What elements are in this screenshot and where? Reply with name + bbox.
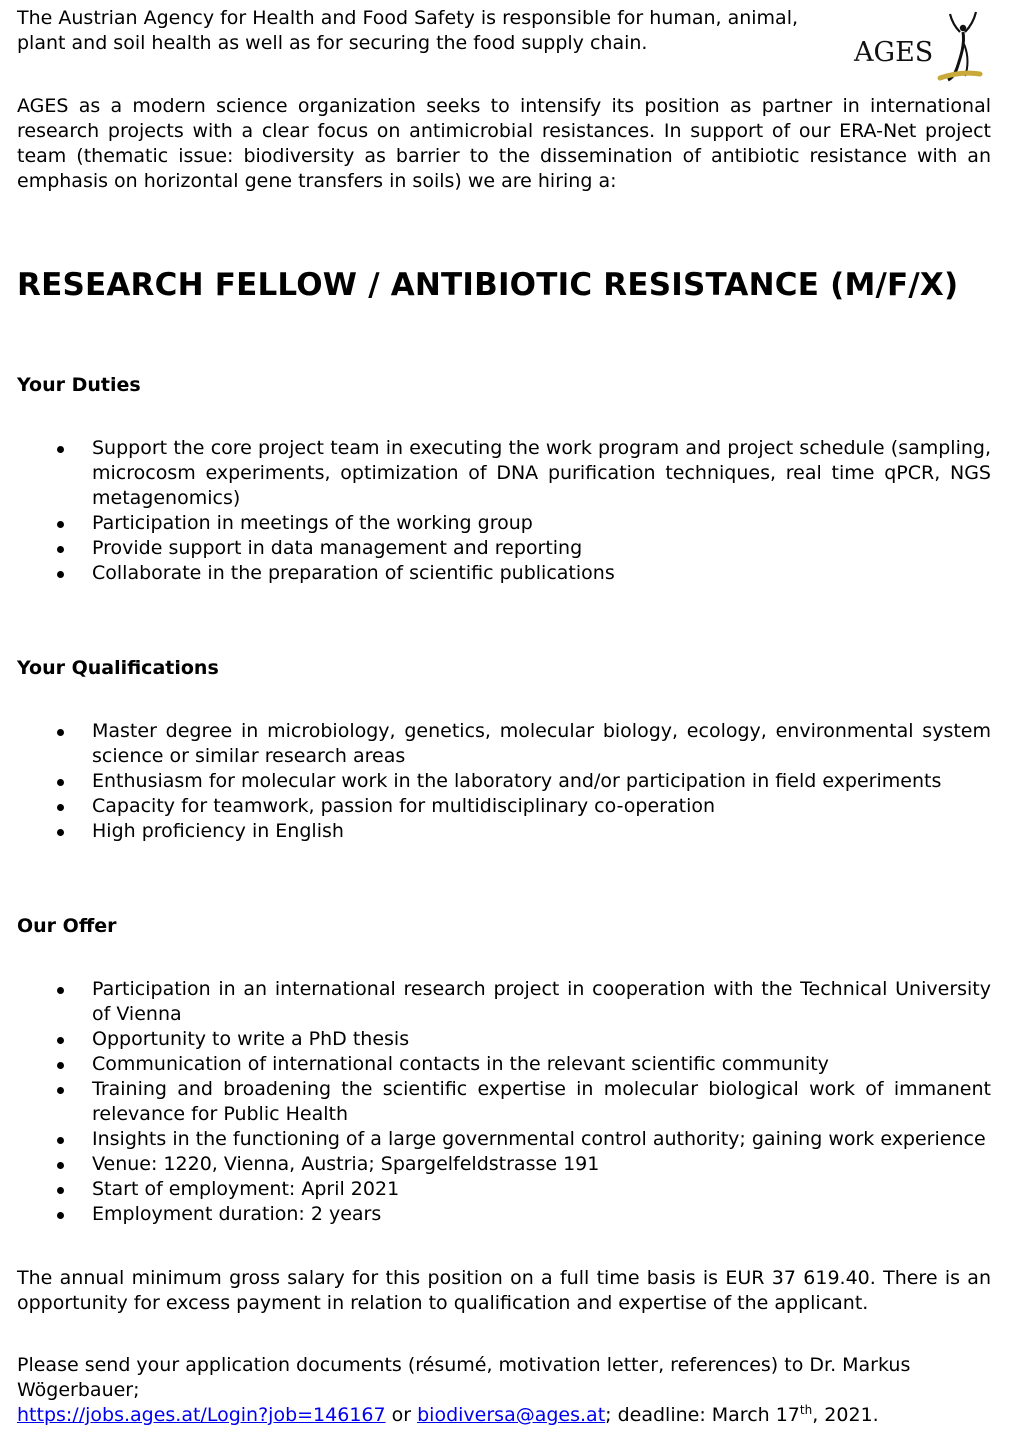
list-item-text: Provide support in data management and reporting bbox=[92, 537, 583, 559]
bullet-icon bbox=[57, 1037, 64, 1044]
list-item bbox=[0, 536, 991, 561]
deadline-text: ; deadline: March 17 bbox=[605, 1404, 800, 1426]
or-text: or bbox=[391, 1404, 412, 1426]
list-item bbox=[0, 819, 991, 844]
list-item-text: Master degree in microbiology, genetics, molecular biology, ecology, environmental system science or similar research areas bbox=[92, 720, 991, 767]
bullet-icon bbox=[57, 546, 64, 553]
list-item-text: Insights in the functioning of a large governmental control authority; gaining work experience bbox=[92, 1128, 986, 1150]
list-item-text: Communication of international contacts in the relevant scientific community bbox=[92, 1053, 829, 1075]
list-item-text: Start of employment: April 2021 bbox=[92, 1178, 400, 1200]
list-item bbox=[0, 1052, 991, 1077]
application-paragraph bbox=[17, 1353, 1007, 1428]
email-link[interactable]: biodiversa@ages.at bbox=[417, 1404, 606, 1426]
list-item bbox=[0, 511, 991, 536]
bullet-icon bbox=[57, 779, 64, 786]
list-item bbox=[0, 977, 991, 1027]
list-item bbox=[0, 794, 991, 819]
bullet-icon bbox=[57, 1137, 64, 1144]
deadline-year: , 2021. bbox=[812, 1404, 879, 1426]
deadline-ordinal: th bbox=[799, 1403, 813, 1417]
bullet-icon bbox=[57, 446, 64, 453]
job-title: RESEARCH FELLOW / ANTIBIOTIC RESISTANCE (M/F/X) bbox=[17, 267, 959, 303]
bullet-icon bbox=[57, 1162, 64, 1169]
list-item-text: Enthusiasm for molecular work in the laboratory and/or participation in field experiments bbox=[92, 770, 942, 792]
list-item bbox=[0, 719, 991, 769]
list-item bbox=[0, 1152, 991, 1177]
offer-heading: Our Offer bbox=[17, 915, 117, 937]
list-item-text: High proficiency in English bbox=[92, 820, 344, 842]
bullet-icon bbox=[57, 1087, 64, 1094]
intro-organization: The Austrian Agency for Health and Food Safety is responsible for human, animal, plant and soil health as well as for securing the food supply chain. bbox=[17, 7, 799, 54]
bullet-icon bbox=[57, 987, 64, 994]
qualifications-list bbox=[0, 719, 991, 844]
bullet-icon bbox=[57, 729, 64, 736]
list-item bbox=[0, 1077, 991, 1127]
list-item bbox=[0, 561, 991, 586]
qualifications-heading: Your Qualifications bbox=[17, 657, 219, 679]
list-item-text: Employment duration: 2 years bbox=[92, 1203, 382, 1225]
ages-logo bbox=[848, 8, 988, 88]
list-item bbox=[0, 1177, 991, 1202]
salary-paragraph: The annual minimum gross salary for this position on a full time basis is EUR 37 619.40. There is an opportunity for excess payment in relation to qualification and expertise of the applicant. bbox=[17, 1267, 991, 1314]
list-item bbox=[0, 769, 991, 794]
list-item-text: Capacity for teamwork, passion for multidisciplinary co-operation bbox=[92, 795, 716, 817]
list-item-text: Training and broadening the scientific expertise in molecular biological work of immanent relevance for Public Health bbox=[92, 1078, 991, 1125]
application-text: Please send your application documents (résumé, motivation letter, references) to Dr. Markus Wögerbauer; bbox=[17, 1354, 911, 1401]
list-item-text: Participation in meetings of the working group bbox=[92, 512, 533, 534]
list-item-text: Collaborate in the preparation of scientific publications bbox=[92, 562, 615, 584]
bullet-icon bbox=[57, 1212, 64, 1219]
bullet-icon bbox=[57, 521, 64, 528]
bullet-icon bbox=[57, 571, 64, 578]
bullet-icon bbox=[57, 1062, 64, 1069]
job-portal-link[interactable]: https://jobs.ages.at/Login?job=146167 bbox=[17, 1404, 386, 1426]
list-item-text: Participation in an international research project in cooperation with the Technical University of Vienna bbox=[92, 978, 991, 1025]
list-item bbox=[0, 1202, 991, 1227]
intro-mission: AGES as a modern science organization seeks to intensify its position as partner in international research projects with a clear focus on antimicrobial resistances. In support of our ERA-Net project team (thematic issue: biodiversity as barrier to the dissemination of antibiotic resistance with an emphasis on horizontal gene transfers in soils) we are hiring a: bbox=[17, 95, 991, 192]
bullet-icon bbox=[57, 1187, 64, 1194]
offer-list bbox=[0, 977, 991, 1227]
duties-list bbox=[0, 436, 991, 586]
duties-heading: Your Duties bbox=[17, 374, 141, 396]
list-item bbox=[0, 436, 991, 511]
bullet-icon bbox=[57, 829, 64, 836]
list-item bbox=[0, 1027, 991, 1052]
list-item-text: Support the core project team in executing the work program and project schedule (sampling, microcosm experiments, optimization of DNA purification techniques, real time qPCR, NGS metagenomics) bbox=[92, 437, 991, 509]
list-item-text: Opportunity to write a PhD thesis bbox=[92, 1028, 410, 1050]
list-item bbox=[0, 1127, 991, 1152]
list-item-text: Venue: 1220, Vienna, Austria; Spargelfeldstrasse 191 bbox=[92, 1153, 600, 1175]
bullet-icon bbox=[57, 804, 64, 811]
ages-logo-text: AGES bbox=[854, 37, 934, 68]
